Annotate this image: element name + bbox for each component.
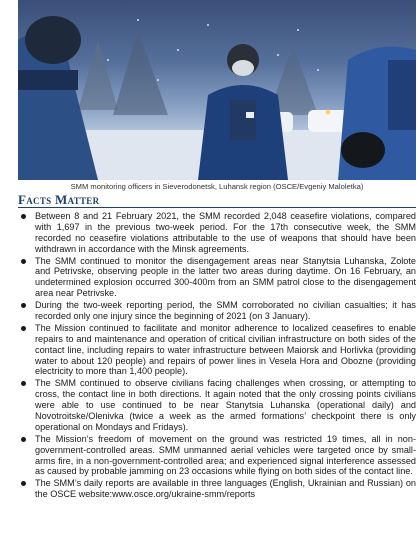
bullet-icon: [21, 259, 26, 264]
list-item: During the two-week reporting period, the SMM corroborated no civilian casualties; it has recorded only one injury since the beginning of 2021 (on 3 January).: [18, 300, 416, 322]
photo-caption: SMM monitoring officers in Sieverodonetsk, Luhansk region (OSCE/Evgeniy Maloletka): [70, 182, 364, 191]
bullet-icon: [21, 303, 26, 308]
photo-illustration: [18, 0, 416, 180]
list-item: The SMM continued to observe civilians facing challenges when crossing, or attempting to cross, the contact line in both directions. It again noted that the only crossing points civilians were able to use continued to be near Stanytsia Luhanska (operational daily) and Novotroitske/Olenivka (twice a week as the armed formations’ checkpoint there is only operational on Mondays and Fridays).: [18, 378, 416, 432]
bullet-icon: [21, 214, 26, 219]
bullet-icon: [21, 481, 26, 486]
list-item: The SMM continued to monitor the disengagement areas near Stanytsia Luhanska, Zolote and Petrivske, observing people in the latter two areas during daytime. On 16 February, an undetermined explosion occurred 300-400m from an SMM patrol close to the disengagement area near Petrivske.: [18, 256, 416, 299]
list-item: The Mission’s freedom of movement on the ground was restricted 19 times, all in non-government-controlled areas. SMM unmanned aerial vehicles were targeted once by small-arms fire, in a non-government-controlled area; and experienced signal interference assessed as caused by probable jamming on 23 occasions while flying on both sides of the contact line.: [18, 434, 416, 477]
bullet-icon: [21, 437, 26, 442]
cover-photo: [18, 0, 416, 180]
list-item: The Mission continued to facilitate and monitor adherence to localized ceasefires to enable repairs to and maintenance and operation of critical civilian infrastructure on both sides of the contact line, including repairs to water infrastructure between Maiorsk and Horlivka (providing water to about 120 people) and repairs of power lines in Vesela Hora and Obozne (providing electricity to more than 1,400 people).: [18, 323, 416, 377]
section-title: Facts Matter: [18, 193, 416, 208]
list-item: Between 8 and 21 February 2021, the SMM recorded 2,048 ceasefire violations, compared with 1,697 in the previous two-week period. For the 17th consecutive week, the SMM recorded no ceasefire violations attributable to the use of weapons that should have been withdrawn in accordance with the Minsk agreements.: [18, 211, 416, 254]
list-item: The SMM’s daily reports are available in three languages (English, Ukrainian and Russian) on the OSCE website:www.osce.org/ukraine-smm/reports: [18, 478, 416, 500]
facts-list: [18, 211, 416, 501]
bullet-icon: [21, 326, 26, 331]
bullet-icon: [21, 381, 26, 386]
